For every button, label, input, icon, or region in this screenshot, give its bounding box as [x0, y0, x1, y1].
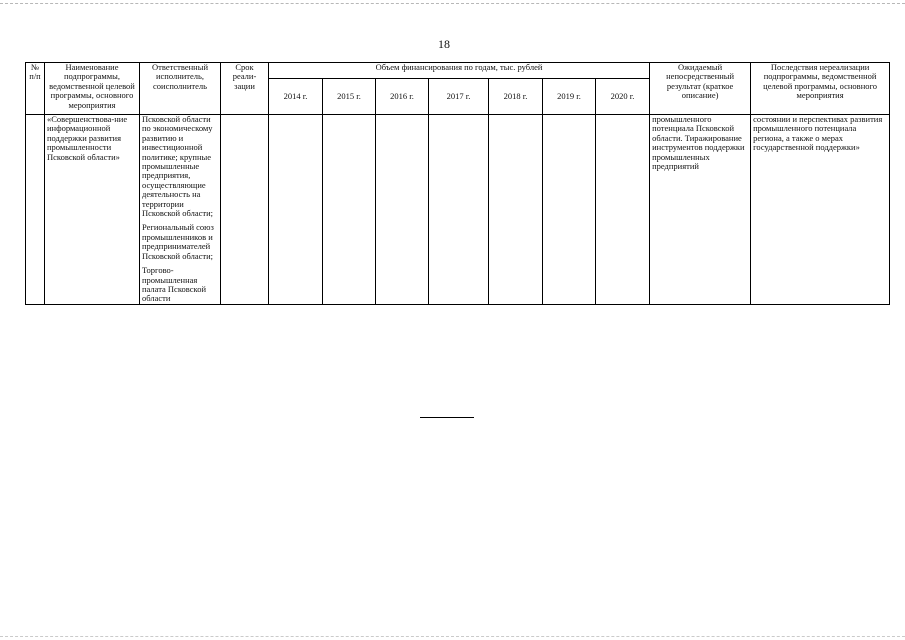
header-year-2015: 2015 г. — [323, 79, 376, 115]
header-executor: Ответственный исполнитель, соисполнитель — [140, 63, 221, 115]
header-name: Наименование подпрограммы, ведомственной целевой программы, основного мероприятия — [45, 63, 140, 115]
row-consequences: состоянии и перспективах развития промышленного потенциала региона, а также о мерах государственной поддержки» — [751, 115, 890, 305]
row-year-2017 — [429, 115, 489, 305]
header-year-2018: 2018 г. — [489, 79, 543, 115]
executor-part: Псковской области по экономическому развитию и инвестиционной политике; крупные промышленные предприятия, осуществляющие деятельность на территории Псковской области; — [142, 114, 213, 219]
header-result: Ожидаемый непосредственный результат (краткое описание) — [650, 63, 751, 115]
row-year-2015 — [323, 115, 376, 305]
row-result: промышленного потенциала Псковской области. Тиражирование инструментов поддержки промышленных предприятий — [650, 115, 751, 305]
row-name: «Совершенствова-ние информационной поддержки развития промышленности Псковской области» — [45, 115, 140, 305]
header-consequences: Последствия нереализации подпрограммы, ведомственной целевой программы, основного мероприятия — [751, 63, 890, 115]
header-row — [26, 63, 890, 79]
scan-edge-top — [0, 3, 905, 4]
header-term: Срок реали-зации — [221, 63, 269, 115]
row-year-2016 — [376, 115, 429, 305]
row-num — [26, 115, 45, 305]
row-year-2020 — [596, 115, 650, 305]
row-year-2019 — [543, 115, 596, 305]
header-year-2020: 2020 г. — [596, 79, 650, 115]
table-row — [26, 115, 890, 305]
executor-part: Торгово-промышленная палата Псковской области — [142, 265, 206, 304]
header-year-2014: 2014 г. — [269, 79, 323, 115]
page-number: 18 — [438, 37, 450, 51]
end-rule — [420, 417, 474, 418]
scan-edge-bottom — [0, 636, 905, 637]
row-executor — [140, 115, 221, 305]
header-financing: Объем финансирования по годам, тыс. рублей — [269, 63, 650, 79]
row-year-2014 — [269, 115, 323, 305]
header-year-2016: 2016 г. — [376, 79, 429, 115]
row-year-2018 — [489, 115, 543, 305]
row-term — [221, 115, 269, 305]
program-table — [25, 62, 890, 305]
header-year-2019: 2019 г. — [543, 79, 596, 115]
header-year-2017: 2017 г. — [429, 79, 489, 115]
executor-part: Региональный союз промышленников и предпринимателей Псковской области; — [142, 222, 214, 261]
header-num: № п/п — [26, 63, 45, 115]
